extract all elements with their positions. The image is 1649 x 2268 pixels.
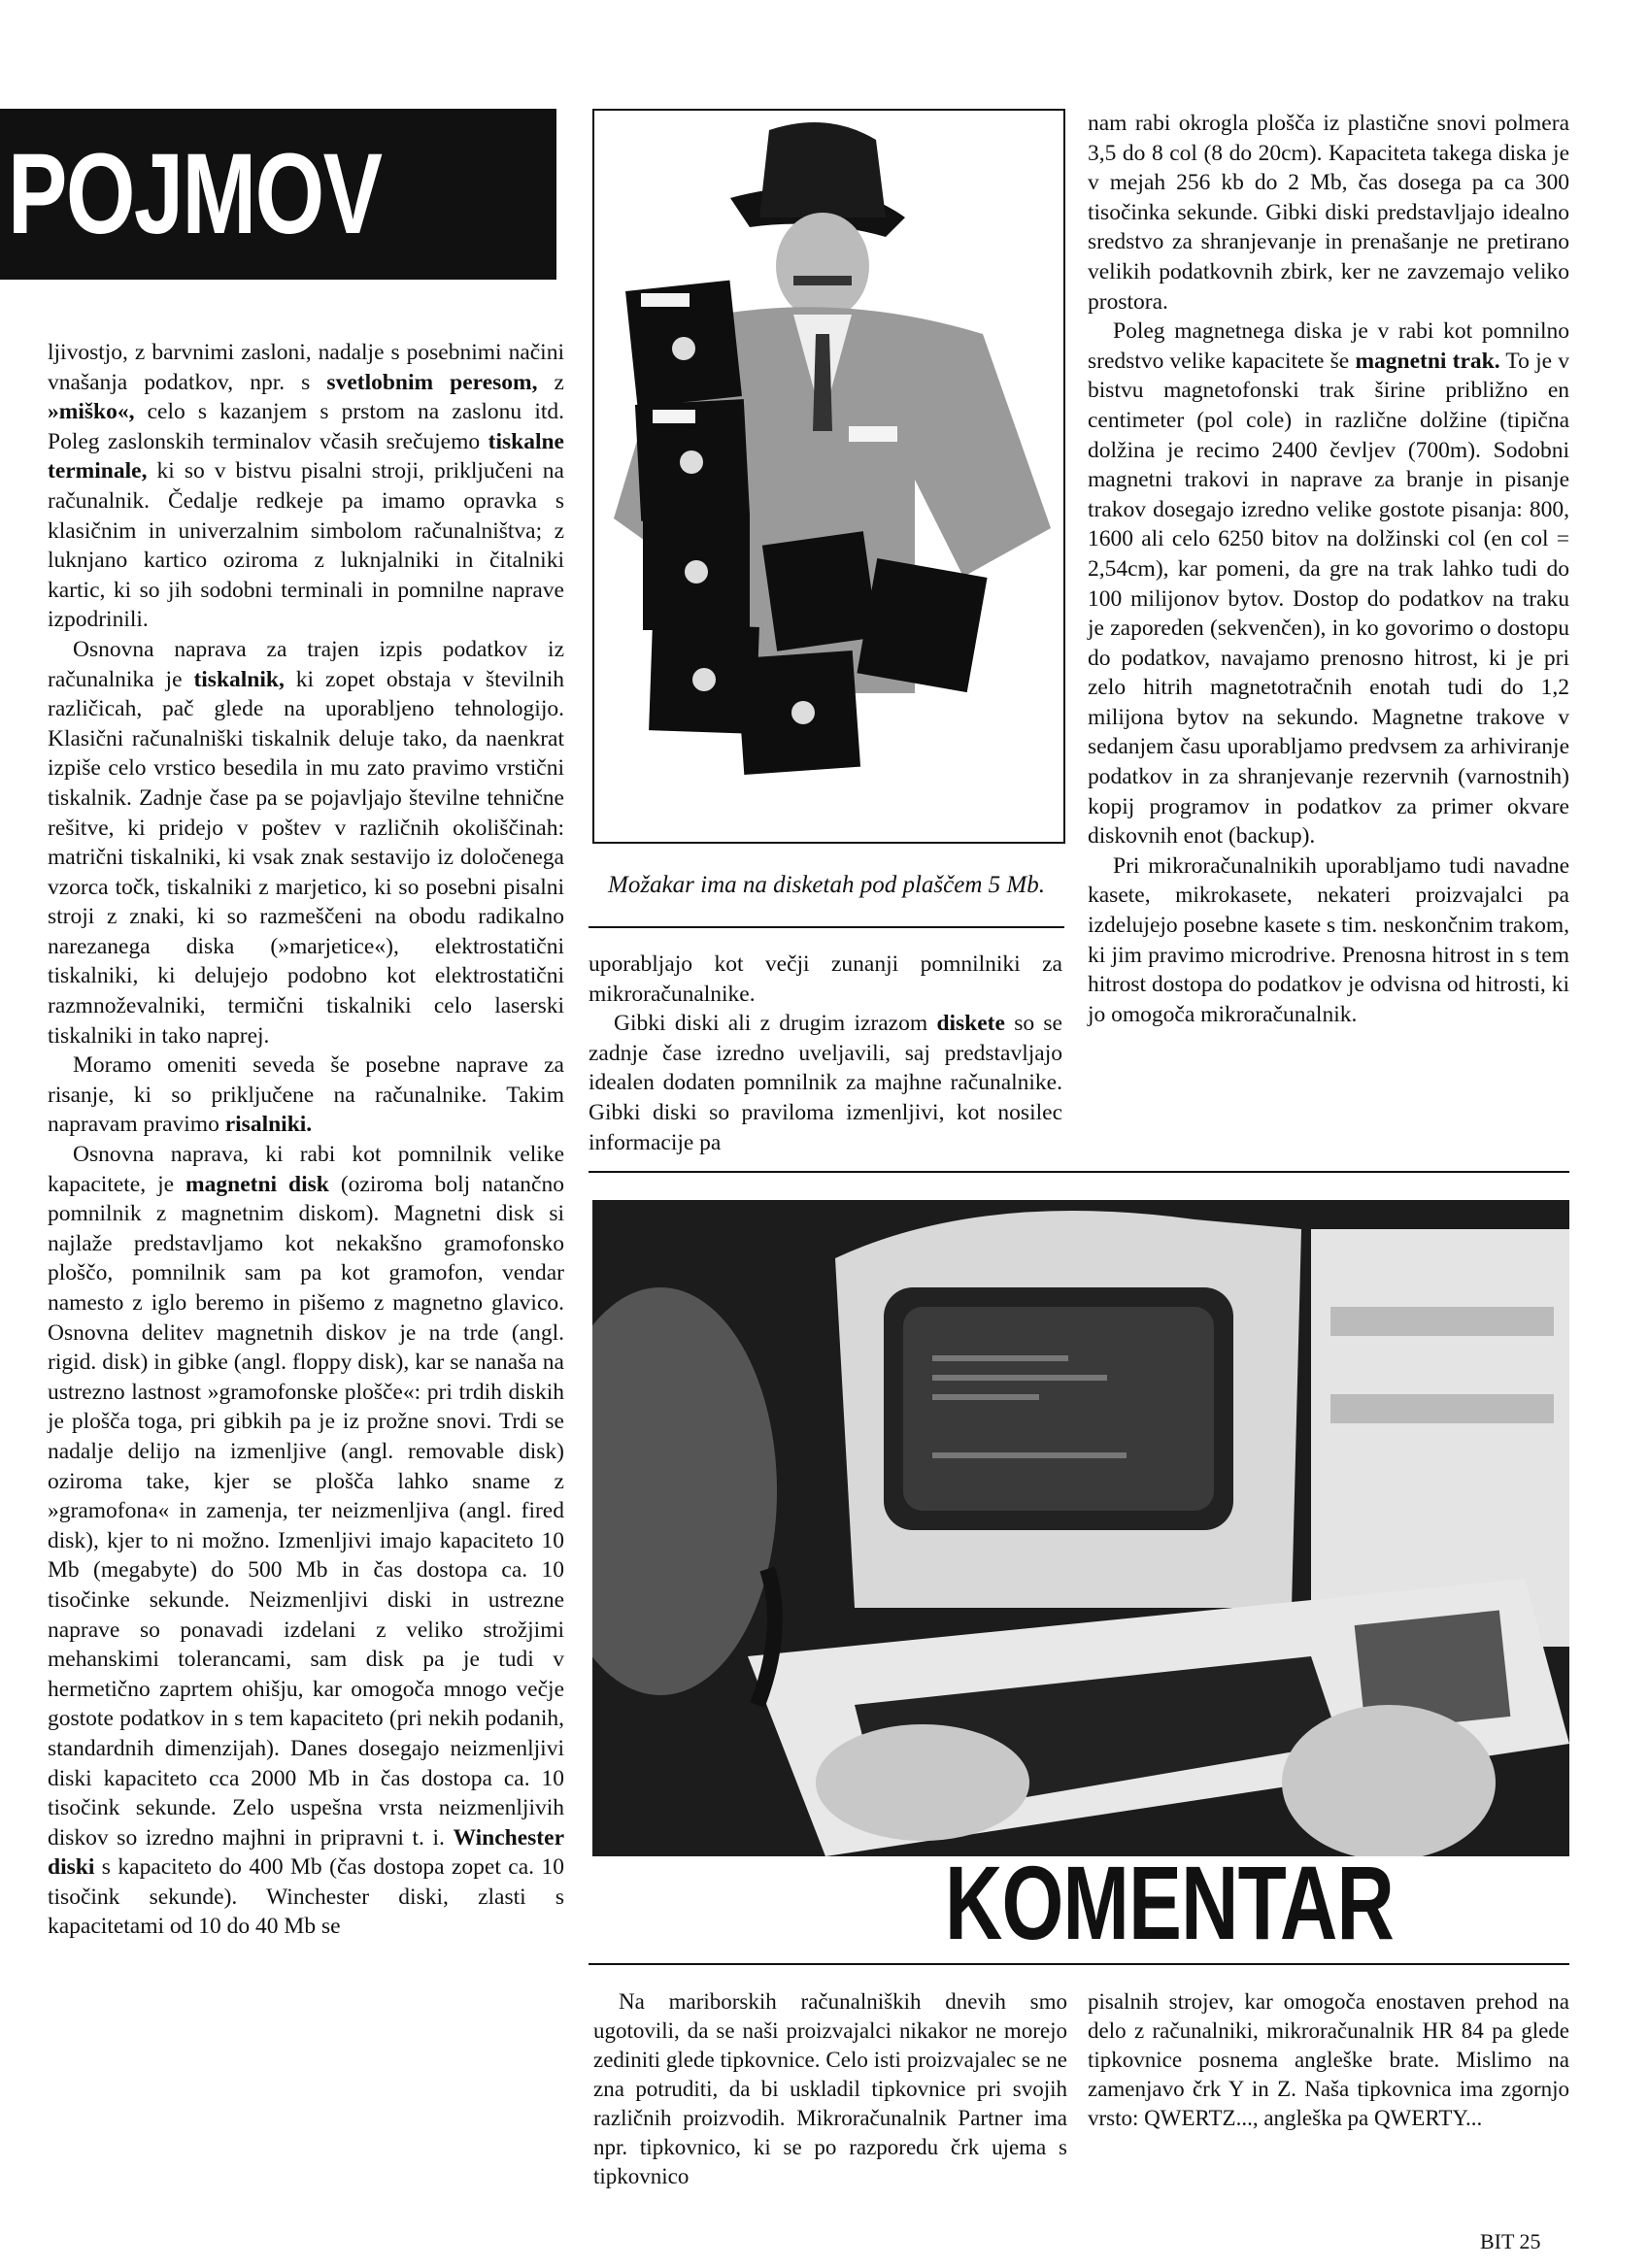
left-column: [48, 338, 564, 1942]
right-column: [1088, 109, 1569, 1029]
middle-paragraph-1: uporabljajo kot večji zunanji pomnilniki za mikroračunalnike.: [589, 951, 1062, 1007]
komentar-divider: [589, 1963, 1569, 1965]
left-paragraph-2: Osnovna naprava za trajen izpis podatkov iz računalnika je tiskalnik, ki zopet obstaja v številnih različicah, pač glede na uporabljeno tehnologijo. Klasični računalniški tiskalnik deluje tako, da naenkrat izpiše celo vrstico besedila in mu zato pravimo vrstični tiskalnik. Zadnje čase pa se pojavljajo številne tehnične rešitve, ki pridejo v poštev v različnih okoliščinah: matrični tiskalniki, ki vsak znak sestavijo iz določenega vzorca točk, tiskalniki z marjetico, ki so posebni pisalni stroji z znaki, ki so razmeščeni na obodu radikalno narezanega diska (»marjetice«), elektrostatični tiskalniki, ki delujejo podobno kot elektrostatični razmnoževalniki, termični tiskalniki celo laserski tiskalniki in tako naprej.: [48, 636, 564, 1049]
section-title: [0, 109, 556, 280]
right-paragraph-1: nam rabi okrogla plošča iz plastične snovi polmera 3,5 do 8 col (8 do 20cm). Kapaciteta takega diska je v mejah 256 kb do 2 Mb, čas dosega pa ca 300 tisočinka sekunde. Gibki diski predstavljajo idealno sredstvo za shranjevanje in prenašanje ne pretirano velikih podatkovnih zbirk, ker ne zavzemajo veliko prostora.: [1088, 111, 1569, 315]
caption-divider: [589, 926, 1064, 928]
computer-photo: [592, 1200, 1569, 1856]
middle-paragraph-2: Gibki diski ali z drugim izrazom diskete so se zadnje čase izredno uveljavili, saj predstavljajo idealen dodaten pomnilnik za majhne računalnike. Gibki diski so praviloma izmenljivi, kot nosilec informacije pa: [589, 1011, 1062, 1155]
left-paragraph-3: Moramo omeniti seveda še posebne naprave za risanje, ki so priključene na računalnike. Takim napravam pravimo risalniki.: [48, 1052, 564, 1138]
komentar-left-column: [593, 1987, 1067, 2191]
left-paragraph-1: ljivostjo, z barvnimi zasloni, nadalje s posebnimi načini vnašanja podatkov, npr. s svetlobnim peresom, z »miško«, celo s kazanjem s prstom na zaslonu itd. Poleg zaslonskih terminalov včasih srečujemo tiskalne terminale, ki so v bistvu pisalni stroji, priključeni na računalnik. Čedalje redkeje pa imamo opravka s klasičnim in univerzalnim simbolom računalništva; z luknjano kartico oziroma z luknjalniki in čitalniki kartic, ki so jih sodobni terminali in pomnilne naprave izpodrinili.: [48, 340, 564, 633]
section-title-text: POJMOV: [8, 130, 382, 258]
detective-illustration: [594, 111, 1063, 842]
computer-illustration: [592, 1200, 1569, 1856]
page-number: BIT 25: [1480, 2229, 1541, 2253]
right-paragraph-2: Poleg magnetnega diska je v rabi kot pomnilno sredstvo velike kapacitete še magnetni trak. To je v bistvu magnetofonski trak širine približno en centimeter (pol cole) in različne dolžine (tipična dolžina je recimo 2400 čevljev (700m). Sodobni magnetni trakovi in naprave za branje in pisanje trakov dosegajo izredno velike gostote pisanja: 800, 1600 ali celo 6250 bitov na dolžinski col (en col = 2,54cm), kar pomeni, da gre na trak lahko tudi do 100 milijonov bytov. Dostop do podatkov na traku je zaporeden (sekvenčen), in ko govorimo o dostopu do podatkov, navajamo prenosno hitrost, ki je pri zelo hitrih magnetotračnih enotah tudi do 1,2 milijona bytov na sekundo. Magnetne trakove v sedanjem času uporabljamo predvsem za arhiviranje podatkov in za shranjevanje rezervnih (varnostnih) kopij programov in podatkov za primer okvare diskovnih enot (backup).: [1088, 318, 1570, 850]
komentar-left-paragraph: Na mariborskih računalniških dnevih smo ugotovili, da se naši proizvajalci nikakor ne morejo zediniti glede tipkovnice. Celo isti proizvajalec se ne zna potruditi, da bi uskladil tipkovnice pri svojih različnih proizvodih. Mikroračunalnik Partner ima npr. tipkovnico, ki se po razporedu črk ujema s tipkovnico: [593, 1989, 1067, 2188]
left-paragraph-4: Osnovna naprava, ki rabi kot pomnilnik velike kapacitete, je magnetni disk (oziroma bolj natančno pomnilnik z magnetnim diskom). Magnetni disk si najlaže predstavljamo kot nekakšno gramofonsko ploščo, pomnilnik sam pa kot gramofon, vendar namesto z iglo beremo in pišemo z magnetno glavico. Osnovna delitev magnetnih diskov je na trde (angl. rigid. disk) in gibke (angl. floppy disk), kar se nanaša na ustrezno lastnost »gramofonske plošče«: pri trdih diskih je plošča toga, pri gibkih pa je iz prožne snovi. Trdi se nadalje delijo na izmenljive (angl. removable disk) oziroma take, kjer se plošča lahko sname z »gramofona« in zamenja, ter neizmenljiva (angl. fired disk), kjer to ni možno. Izmenljivi imajo kapaciteto 10 Mb (megabyte) do 500 Mb in čas dostopa ca. 10 tisočinke sekunde. Neizmenljivi diski in ustrezne naprave so ponavadi izdelani z veliko strožjimi mehanskimi tolerancami, sam disk pa je tudi v hermetično zaprtem ohišju, kar omogoča mnogo večje gostote podatkov in s tem kapaciteto (pri nekih podanih, standardnih dimenzijah). Danes dosegajo neizmenljivi diski kapaciteto cca 2000 Mb in čas dostopa ca. 10 tisočink sekunde. Zelo uspešna vrsta neizmenljivih diskov so izredno majhni in pripravni t. i. Winchester diski s kapaciteto do 400 Mb (čas dostopa zopet ca. 10 tisočink sekunde). Winchester diski, zlasti s kapacitetami od 10 do 40 Mb se: [48, 1142, 564, 1940]
photo-caption: Možakar ima na disketah pod plaščem 5 Mb.: [608, 872, 1045, 898]
right-paragraph-3: Pri mikroračunalnikih uporabljamo tudi navadne kasete, mikrokasete, nekateri proizvajalci pa izdelujejo posebne kasete s tim. neskončnim trakom, ki jim pravimo microdrive. Prenosna hitrost in s tem hitrost dostopa do podatkov je odvisna od hitrosti, ki jo omogoča mikroračunalnik.: [1088, 852, 1569, 1027]
komentar-right-paragraph: pisalnih strojev, kar omogoča enostaven prehod na delo z računalniki, mikroračunalnik HR 84 pa glede tipkovnice posnema angleške brate. Mislimo na zamenjavo črk Y in Z. Naša tipkovnica ima zgornjo vrsto: QWERTZ..., angleška pa QWERTY...: [1088, 1989, 1569, 2130]
komentar-right-column: [1088, 1987, 1569, 2133]
detective-photo: [592, 109, 1065, 844]
komentar-title: [874, 1844, 1394, 1961]
middle-column: [589, 950, 1062, 1157]
section-divider: [589, 1171, 1569, 1173]
komentar-title-text: KOMENTAR: [944, 1844, 1394, 1961]
